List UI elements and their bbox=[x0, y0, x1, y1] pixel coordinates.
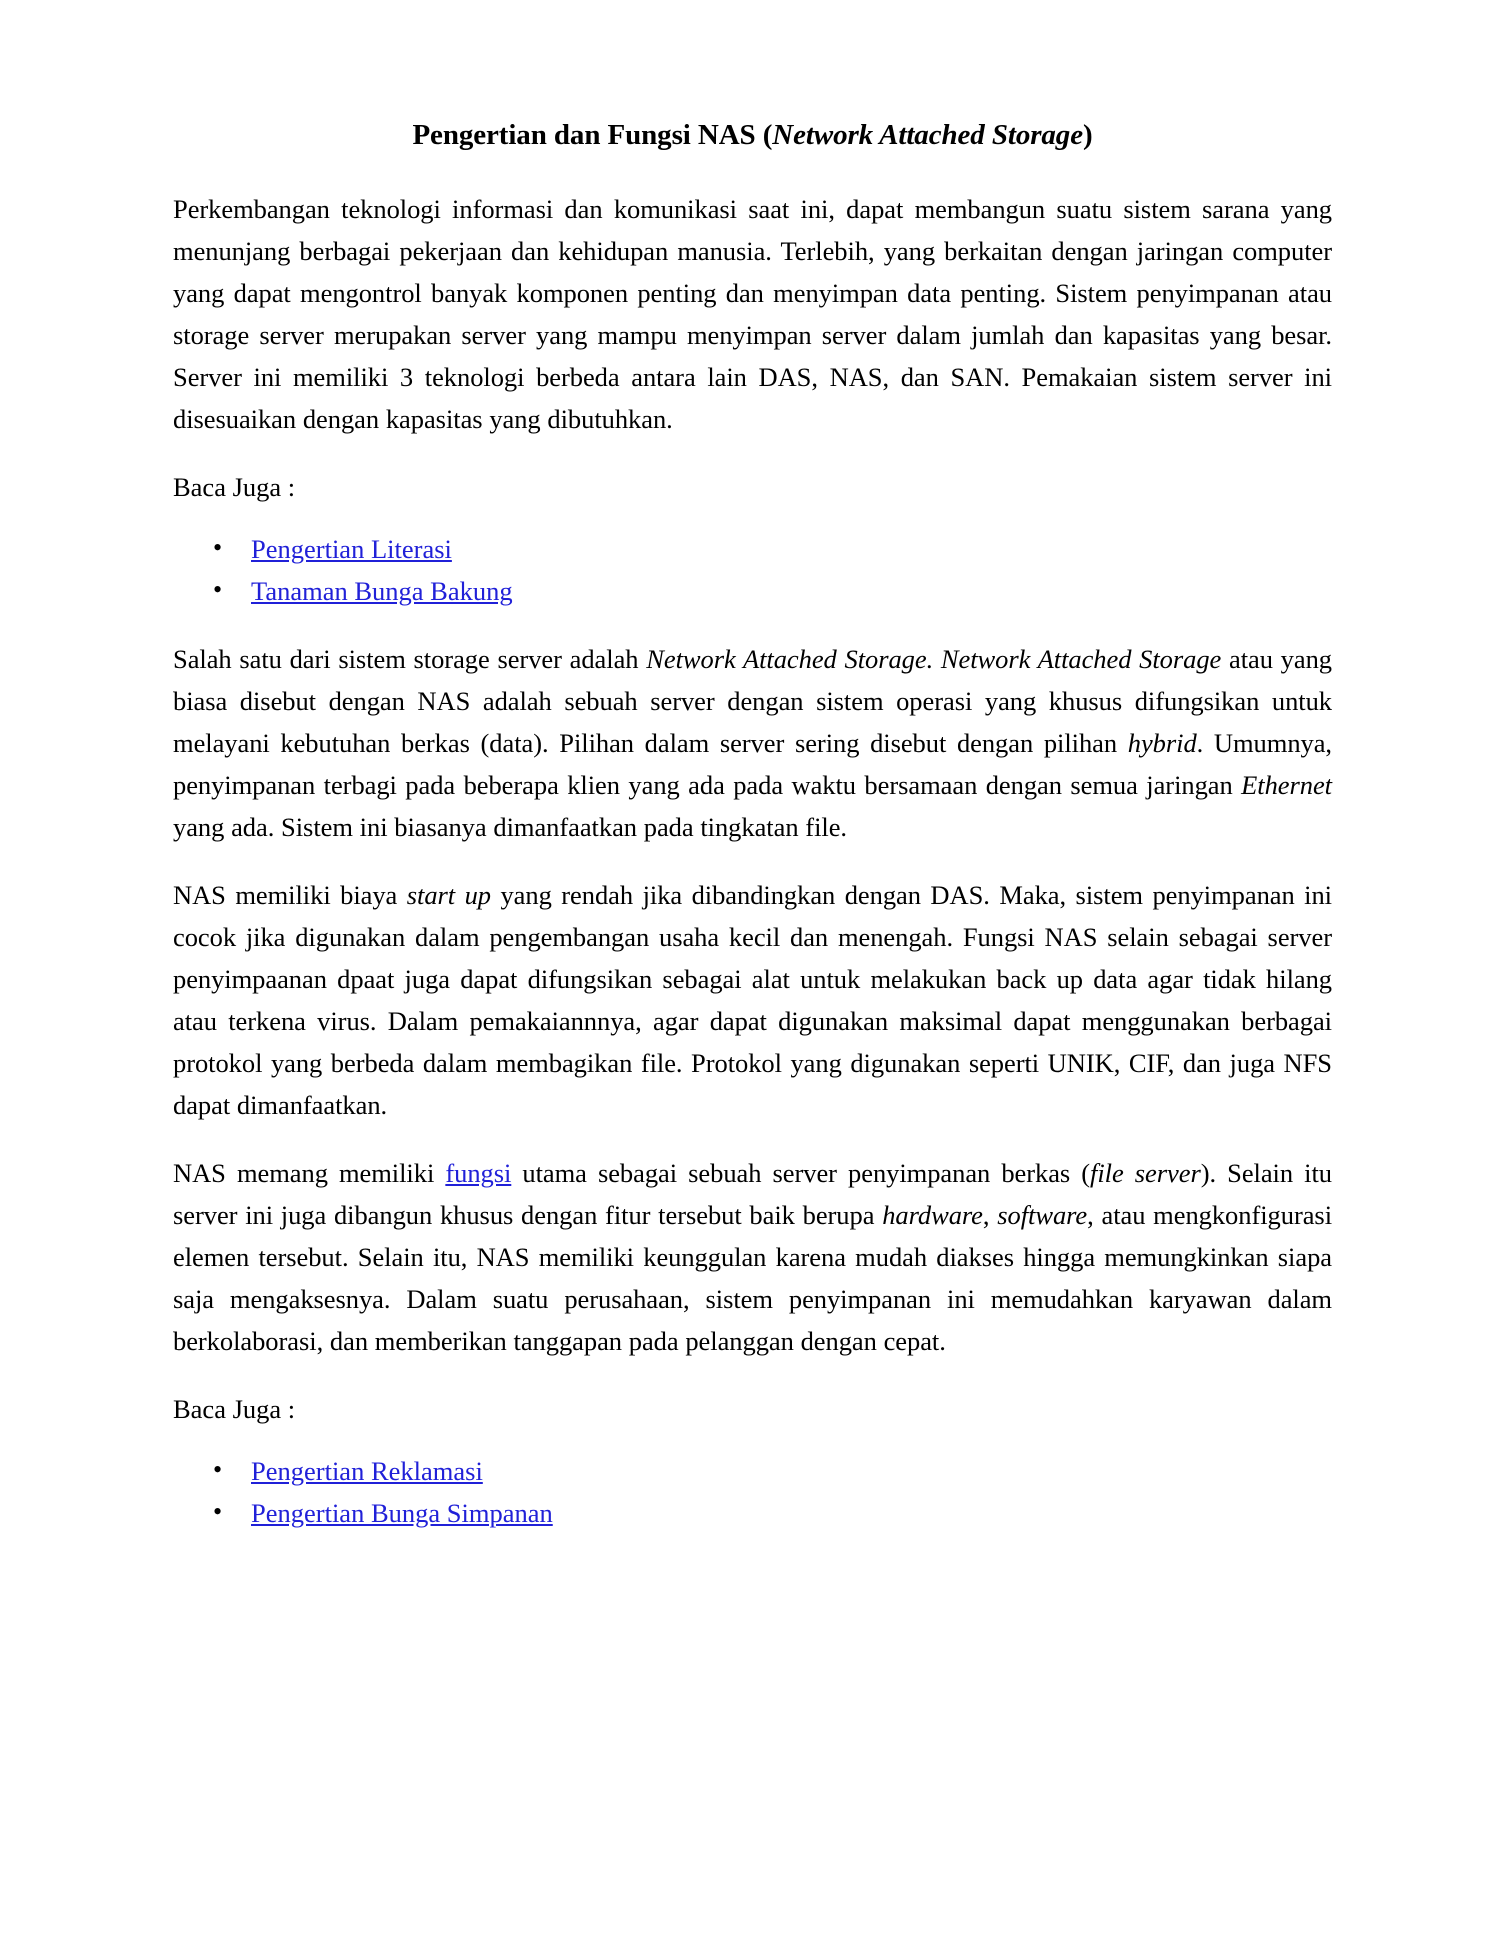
text-segment: , bbox=[982, 1199, 998, 1230]
emphasis-ethernet: Ethernet bbox=[1241, 769, 1332, 800]
emphasis-hardware: hardware bbox=[882, 1199, 983, 1230]
emphasis-software: software bbox=[997, 1199, 1088, 1230]
paragraph-functions bbox=[173, 1152, 1332, 1362]
link-fungsi[interactable]: fungsi bbox=[445, 1157, 512, 1188]
baca-juga-list-1 bbox=[173, 528, 1332, 612]
text-segment: Salah satu dari sistem storage server adalah bbox=[173, 643, 647, 674]
text-segment: NAS memiliki biaya bbox=[173, 879, 407, 910]
emphasis-start-up: start up bbox=[406, 879, 491, 910]
text-segment: . Umumnya, penyimpanan terbagi pada beberapa klien yang ada pada waktu bersamaan dengan semua jaringan bbox=[173, 727, 1333, 800]
link-pengertian-bunga-simpanan[interactable]: Pengertian Bunga Simpanan bbox=[251, 1497, 553, 1528]
list-item bbox=[213, 1450, 1332, 1492]
paragraph-definition bbox=[173, 638, 1332, 848]
list-item bbox=[213, 1492, 1332, 1534]
text-segment: yang rendah jika dibandingkan dengan DAS. Maka, sistem penyimpanan ini cocok jika digunakan dalam pengembangan usaha kecil dan menengah. Fungsi NAS selain sebagai server penyimpaanan dpaat juga dapat difungsikan sebagai alat untuk melakukan back up data agar tidak hilang atau terkena virus. Dalam pemakaiannnya, agar dapat digunakan maksimal dapat menggunakan berbagai protokol yang berbeda dalam membagikan file. Protokol yang digunakan seperti UNIK, CIF, dan juga NFS dapat dimanfaatkan. bbox=[173, 879, 1332, 1120]
emphasis-file-server: file server bbox=[1090, 1157, 1201, 1188]
text-segment: atau yang biasa disebut dengan NAS adalah sebuah server dengan sistem operasi yang khusus difungsikan untuk melayani kebutuhan berkas (data). Pilihan dalam server sering disebut dengan pilihan bbox=[173, 643, 1332, 758]
emphasis-hybrid: hybrid bbox=[1127, 727, 1197, 758]
page-title bbox=[173, 118, 1332, 154]
text-segment: yang ada. Sistem ini biasanya dimanfaatkan pada tingkatan file. bbox=[173, 811, 847, 842]
text-segment: , atau mengkonfigurasi elemen tersebut. Selain itu, NAS memiliki keunggulan karena mudah diakses hingga memungkinkan siapa saja mengaksesnya. Dalam suatu perusahaan, sistem penyimpanan ini memudahkan karyawan dalam berkolaborasi, dan memberikan tanggapan pada pelanggan dengan cepat. bbox=[173, 1199, 1333, 1356]
emphasis-network-attached-storage: Network Attached Storage. Network Attached Storage bbox=[646, 643, 1222, 674]
baca-juga-list-2 bbox=[173, 1450, 1332, 1534]
page-title-plain: Pengertian dan Fungsi NAS ( bbox=[412, 119, 773, 151]
baca-juga-label-1: Baca Juga : bbox=[173, 471, 296, 502]
paragraph-cost-and-protocols bbox=[173, 874, 1332, 1126]
page-title-close-paren: ) bbox=[1082, 119, 1093, 151]
link-pengertian-reklamasi[interactable]: Pengertian Reklamasi bbox=[251, 1455, 483, 1486]
list-item bbox=[213, 570, 1332, 612]
link-pengertian-literasi[interactable]: Pengertian Literasi bbox=[251, 533, 452, 564]
baca-juga-label-2: Baca Juga : bbox=[173, 1393, 296, 1424]
page-title-italic: Network Attached Storage bbox=[772, 119, 1083, 151]
text-segment: utama sebagai sebuah server penyimpanan berkas ( bbox=[511, 1157, 1091, 1188]
list-item bbox=[213, 528, 1332, 570]
link-tanaman-bunga-bakung[interactable]: Tanaman Bunga Bakung bbox=[251, 575, 513, 606]
text-segment: NAS memang memiliki bbox=[173, 1157, 446, 1188]
text-segment: ). Selain itu server ini juga dibangun khusus dengan fitur tersebut baik berupa bbox=[173, 1157, 1332, 1230]
paragraph-intro: Perkembangan teknologi informasi dan komunikasi saat ini, dapat membangun suatu sistem sarana yang menunjang berbagai pekerjaan dan kehidupan manusia. Terlebih, yang berkaitan dengan jaringan computer yang dapat mengontrol banyak komponen penting dan menyimpan data penting. Sistem penyimpanan atau storage server merupakan server yang mampu menyimpan server dalam jumlah dan kapasitas yang besar. Server ini memiliki 3 teknologi berbeda antara lain DAS, NAS, dan SAN. Pemakaian sistem server ini disesuaikan dengan kapasitas yang dibutuhkan. bbox=[173, 193, 1332, 434]
